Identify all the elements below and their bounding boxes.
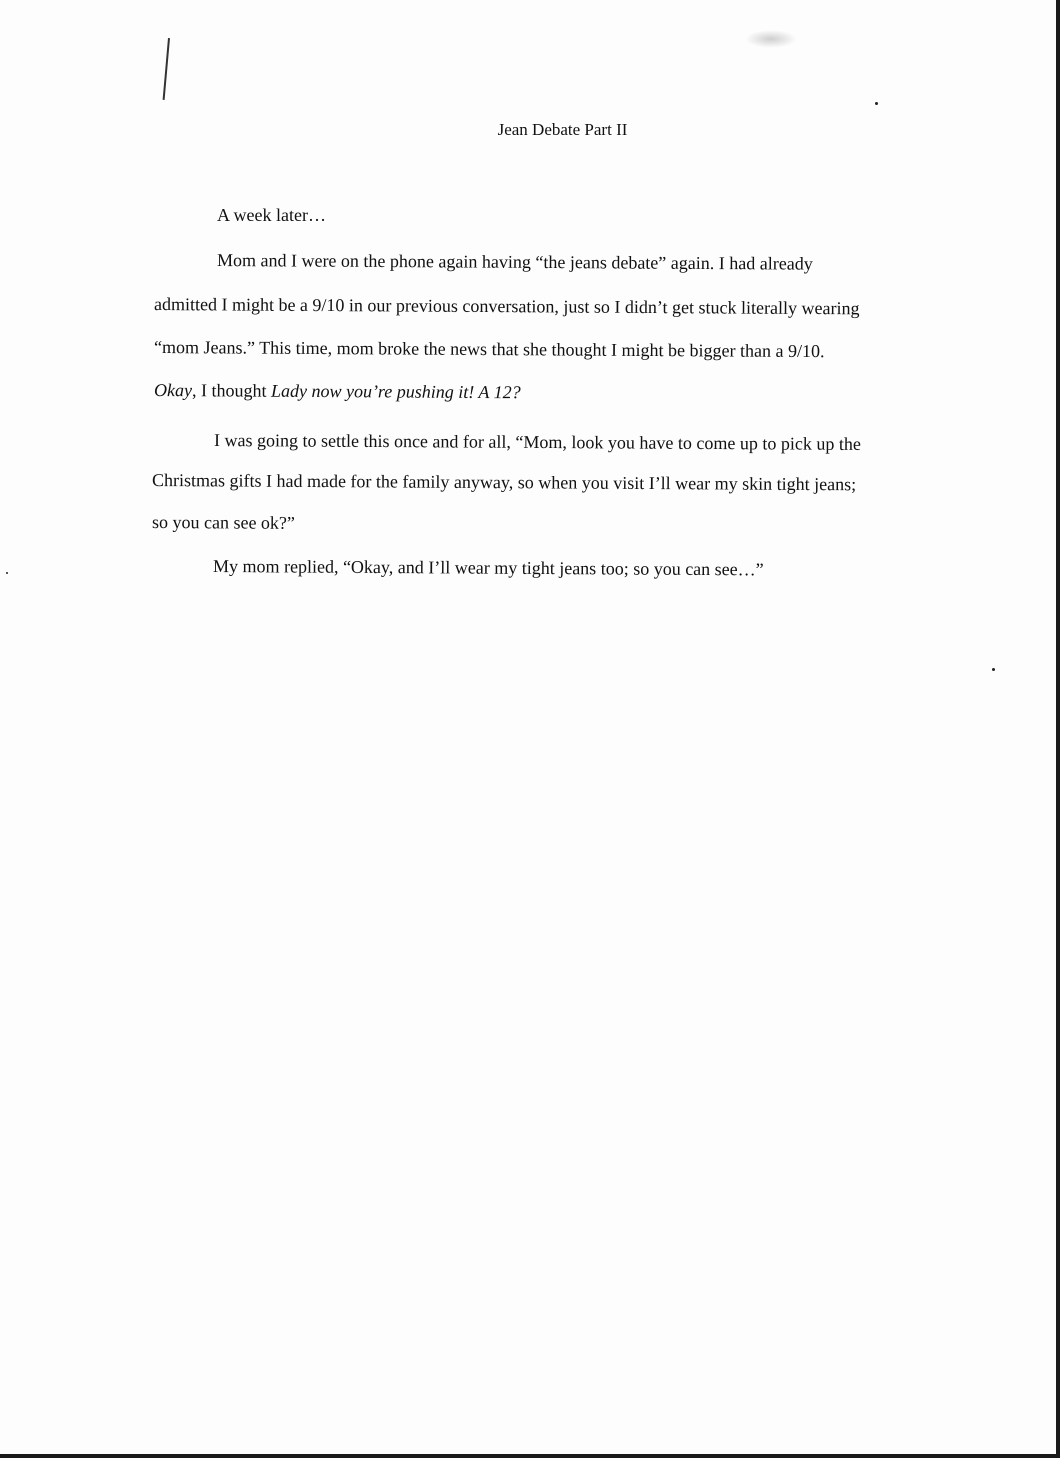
scan-smudge [745, 30, 797, 48]
paragraph-2-line-3: “mom Jeans.” This time, mom broke the news that she thought I might be bigger than a 9/10. [153, 337, 825, 362]
paragraph-2-line-1: Mom and I were on the phone again having “the jeans debate” again. I had already [216, 250, 813, 274]
scan-edge-right [1056, 0, 1060, 1458]
paragraph-4-line-1: My mom replied, “Okay, and I’ll wear my tight jeans too; so you can see…” [212, 556, 764, 580]
scan-speck [875, 102, 878, 105]
scan-speck [6, 572, 8, 574]
scan-edge-bottom [0, 1454, 1060, 1458]
paragraph-1-line-1: A week later… [217, 205, 326, 225]
scan-speck [992, 668, 995, 671]
paragraph-3-line-2: Christmas gifts I had made for the family anyway, so when you visit I’ll wear my skin tight jeans; [151, 470, 857, 495]
italic-okay: Okay [153, 380, 193, 401]
thought-text: , I thought [191, 380, 272, 401]
italic-inner-thought: Lady now you’re pushing it! A 12? [270, 380, 521, 403]
paragraph-2-line-4 [154, 380, 521, 403]
paragraph-3-line-1: I was going to settle this once and for all, “Mom, look you have to come up to pick up the [213, 430, 861, 454]
paragraph-2-line-2: admitted I might be a 9/10 in our previous conversation, just so I didn’t get stuck literally wearing [153, 294, 860, 319]
paragraph-3-line-3: so you can see ok?” [151, 512, 296, 533]
pen-mark [163, 38, 170, 100]
document-title: Jean Debate Part II [497, 120, 628, 139]
